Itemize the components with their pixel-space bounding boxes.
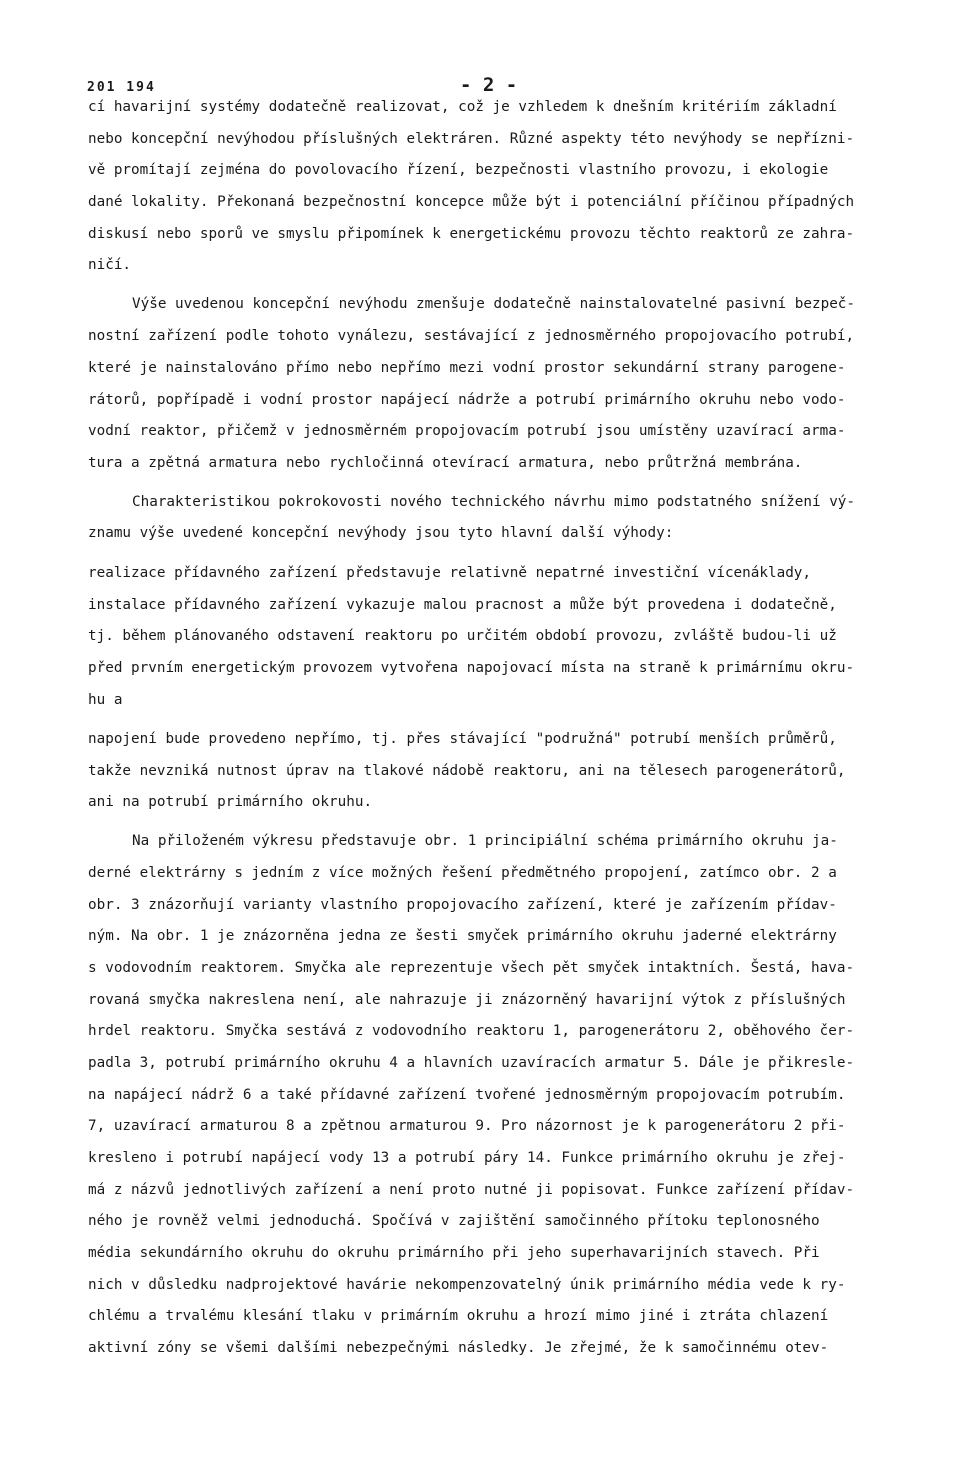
paragraph-start-line: Charakteristikou pokrokovosti nového technického návrhu mimo podstatného snížení vý- (132, 494, 856, 510)
text-line: rovaná smyčka nakreslena není, ale nahrazuje ji znázorněný havarijní výtok z příslušných (88, 992, 846, 1008)
text-line: takže nevzniká nutnost úprav na tlakové nádobě reaktoru, ani na tělesech parogenerátorů, (88, 763, 846, 779)
text-line: nostní zařízení podle tohoto vynálezu, sestávající z jednosměrného propojovacího potrubí, (88, 328, 855, 344)
text-line: ani na potrubí primárního okruhu. (88, 794, 373, 810)
text-line: ného je rovněž velmi jednoduchá. Spočívá v zajištění samočinného přítoku teplonosného (88, 1213, 820, 1229)
text-line: které je nainstalováno přímo nebo nepřímo mezi vodní prostor sekundární strany parogene- (88, 360, 846, 376)
text-line: hu a (88, 692, 123, 708)
text-line: cí havarijní systémy dodatečně realizovat, což je vzhledem k dnešním kritériím základní (88, 99, 837, 115)
text-line: kresleno i potrubí napájecí vody 13 a potrubí páry 14. Funkce primárního okruhu je zřej- (88, 1150, 846, 1166)
list-item-line: realizace přídavného zařízení představuje relativně nepatrné investiční vícenáklady, (88, 565, 812, 581)
text-line: diskusí nebo sporů ve smyslu připomínek k energetickému provozu těchto reaktorů ze zahra- (88, 226, 855, 242)
text-line: 7, uzavírací armaturou 8 a zpětnou armaturou 9. Pro názornost je k parogenerátoru 2 při- (88, 1118, 846, 1134)
text-line: rátorů, popřípadě i vodní prostor napájecí nádrže a potrubí primárního okruhu nebo vodo- (88, 392, 846, 408)
text-line: ným. Na obr. 1 je znázorněna jedna ze šesti smyček primárního okruhu jaderné elektrárny (88, 928, 837, 944)
text-line: derné elektrárny s jedním z více možných řešení předmětného propojení, zatímco obr. 2 a (88, 865, 837, 881)
text-line: znamu výše uvedené koncepční nevýhody jsou tyto hlavní další výhody: (88, 525, 674, 541)
text-line: aktivní zóny se všemi dalšími nebezpečnými následky. Je zřejmé, že k samočinnému otev- (88, 1340, 829, 1356)
text-line: chlému a trvalému klesání tlaku v primárním okruhu a hrozí mimo jiné i ztráta chlazení (88, 1308, 829, 1324)
text-line: hrdel reaktoru. Smyčka sestává z vodovodního reaktoru 1, parogenerátoru 2, oběhového čer- (88, 1023, 855, 1039)
text-line: nich v důsledku nadprojektové havárie nekompenzovatelný únik primárního média vede k ry- (88, 1277, 846, 1293)
text-line: dané lokality. Překonaná bezpečnostní koncepce může být i potenciální příčinou případných (88, 194, 855, 210)
text-line: obr. 3 znázorňují varianty vlastního propojovacího zařízení, které je zařízením přídav- (88, 897, 837, 913)
document-number: 201 194 (87, 80, 156, 95)
list-item-line: napojení bude provedeno nepřímo, tj. přes stávající "podružná" potrubí menších průměrů, (88, 731, 837, 747)
page-number: - 2 - (460, 74, 518, 96)
text-line: vě promítají zejména do povolovacího řízení, bezpečnosti vlastního provozu, i ekologie (88, 162, 829, 178)
text-line: tj. během plánovaného odstavení reaktoru po určitém období provozu, zvláště budou-li už (88, 628, 837, 644)
text-line: tura a zpětná armatura nebo rychločinná otevírací armatura, nebo průtržná membrána. (88, 455, 803, 471)
text-line: ničí. (88, 257, 132, 273)
list-item-line: instalace přídavného zařízení vykazuje malou pracnost a může být provedena i dodatečně, (88, 597, 837, 613)
text-line: s vodovodním reaktorem. Smyčka ale reprezentuje všech pět smyček intaktních. Šestá, hava- (88, 960, 855, 976)
text-line: média sekundárního okruhu do okruhu primárního při jeho superhavarijních stavech. Při (88, 1245, 820, 1261)
text-line: na napájecí nádrž 6 a také přídavné zařízení tvořené jednosměrným propojovacím potrubím. (88, 1087, 846, 1103)
text-line: před prvním energetickým provozem vytvořena napojovací místa na straně k primárnímu okru- (88, 660, 855, 676)
text-line: padla 3, potrubí primárního okruhu 4 a hlavních uzavíracích armatur 5. Dále je přikresle- (88, 1055, 855, 1071)
text-line: vodní reaktor, přičemž v jednosměrném propojovacím potrubí jsou umístěny uzavírací arma- (88, 423, 846, 439)
paragraph-start-line: Na přiloženém výkresu představuje obr. 1 principiální schéma primárního okruhu ja- (132, 833, 838, 849)
paragraph-start-line: Výše uvedenou koncepční nevýhodu zmenšuje dodatečně nainstalovatelné pasivní bezpeč- (132, 296, 856, 312)
text-line: nebo koncepční nevýhodou příslušných elektráren. Různé aspekty této nevýhody se nepřízni- (88, 131, 855, 147)
text-line: má z názvů jednotlivých zařízení a není proto nutné ji popisovat. Funkce zařízení přídav- (88, 1182, 855, 1198)
